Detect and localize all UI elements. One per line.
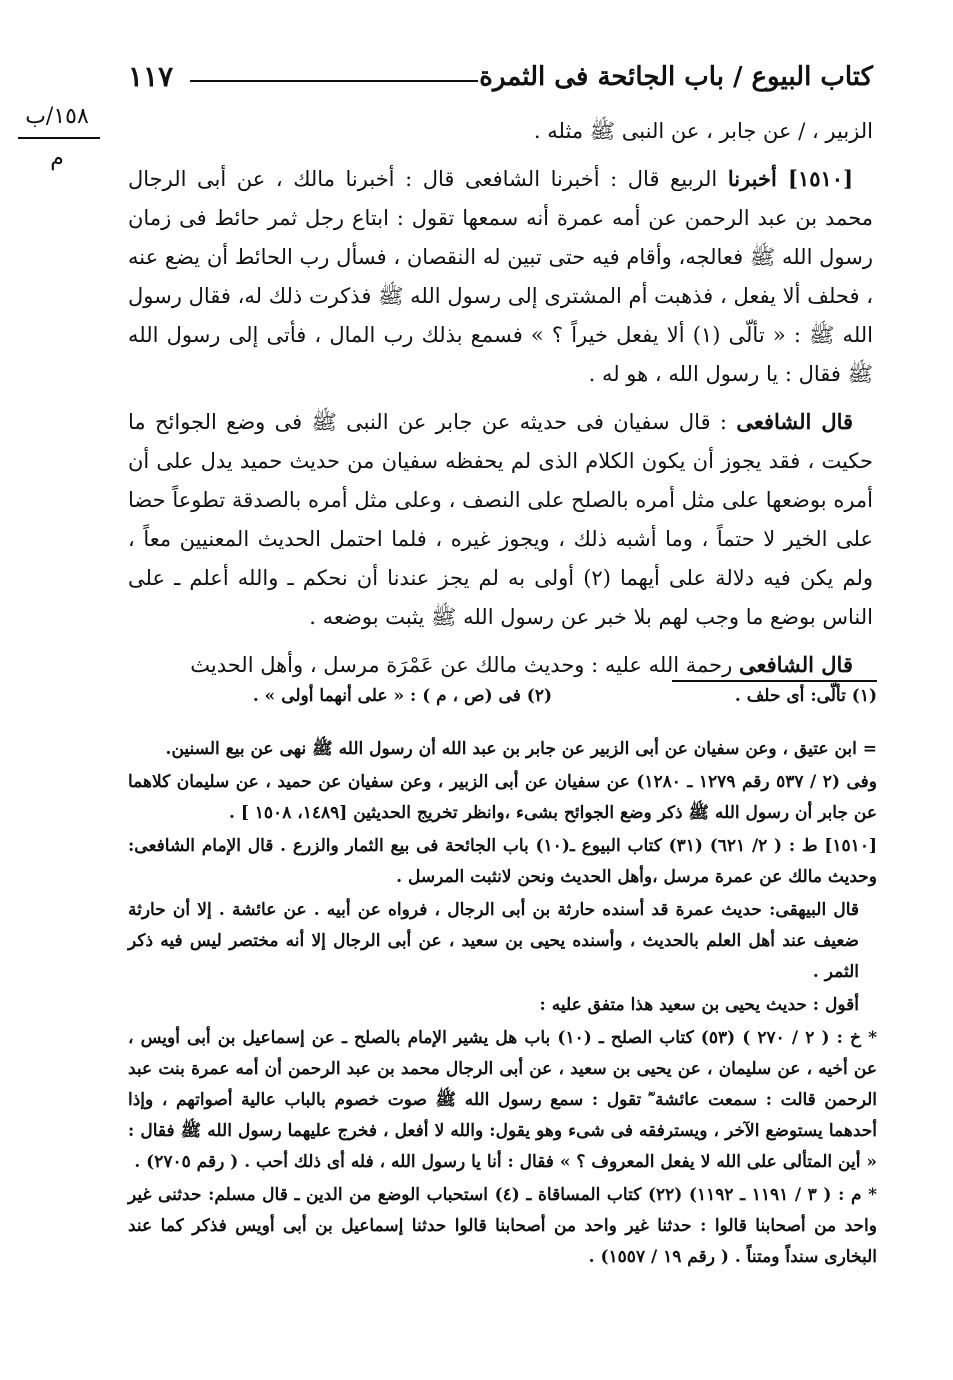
footnote-1: (١) تألّى: أى حلف . xyxy=(734,686,877,706)
comment-text: : قال سفيان فى حديثه عن جابر عن النبى ﷺ فى وضع الجوائح ما حكيت ، فقد يجوز أن يكون الكلام الذى لم يحفظه سفيان من حديث حميد يدل على أن أمره بوضعها على مثل أمره بالصلح على النصف ، وعلى مثل أمره بالصدقة تطوعاً حضا على الخير لا حتماً ، وما أشبه ذلك ، ويجوز غيره ، فلما احتمل الحديث المعنيين معاً ، ولم يكن فيه دلالة على أيهما (٢) أولى به لم يجز عندنا أن نحكم ـ والله أعلم ـ على الناس بوضع ما وجب لهم بلا خبر عن رسول الله ﷺ يثبت بوضعه . xyxy=(128,410,873,629)
note-line: أقول : حديث يحيى بن سعيد هذا متفق عليه : xyxy=(539,995,859,1015)
takhrij-notes xyxy=(128,734,877,1275)
paragraph-shafii-comment-2 xyxy=(128,645,873,685)
margin-mark: م xyxy=(50,146,64,171)
note-line: = ابن عتيق ، وعن سفيان عن أبى الزبير عن جابر بن عبد الله أن رسول الله ﷺ نهى عن بيع السنين. xyxy=(165,739,877,759)
comment-text-2: رحمة الله عليه : وحديث مالك عن عَمْرَة مرسل ، وأهل الحديث xyxy=(190,653,739,677)
note-line: * خ : ( ٢ / ٢٧٠ ) (٥٣) كتاب الصلح ـ (١٠) باب هل يشير الإمام بالصلح ـ عن إسماعيل بن أبى أويس ، عن أخيه ، عن سليمان ، عن يحيى بن سعيد ، عن أبى الرجال محمد بن عبد الرحمن أن أمه عمرة بنت عبد الرحمن قالت : سمعت عائشة ؓ تقول : سمع رسول الله ﷺ صوت خصوم بالباب عالية أصواتهم ، وإذا أحدهما يستوضع الآخر ، ويسترفقه فى شىء وهو يقول: والله لا أفعل ، فخرج عليهما رسول الله ﷺ فقال : « أين المتألى على الله لا يفعل المعروف ؟ » فقال : أنا يا رسول الله ، فله أى ذلك أحب . ( رقم ٢٧٠٥) . xyxy=(128,1028,877,1172)
footnote-rule xyxy=(672,680,877,682)
note-line: وفى (٢ / ٥٣٧ رقم ١٢٧٩ ـ ١٢٨٠) عن سفيان عن أبى الزبير ، وعن سفيان عن حميد ، عن سليمان كلاهما عن جابر أن رسول الله ﷺ ذكر وضع الجوائح بشىء ،وانظر تخريج الحديثين [١٤٨٩، ١٥٠٨ ] . xyxy=(128,772,878,823)
footnotes xyxy=(128,686,877,716)
margin-rule xyxy=(18,137,100,139)
paragraph-shafii-comment xyxy=(128,402,873,637)
margin-folio: ١٥٨/ب xyxy=(25,104,89,129)
running-title: كتاب البيوع / باب الجائحة فى الثمرة xyxy=(479,62,873,92)
page-header xyxy=(120,58,873,98)
note-line: [١٥١٠] ط : ( ٢/ ٦٢١) (٣١) كتاب البيوع ـ(١٠) باب الجائحة فى بيع الثمار والزرع . قال الإمام الشافعى: وحديث مالك عن عمرة مرسل ،وأهل الحديث ونحن لانثبت المرسل . xyxy=(128,836,877,887)
hadith-number-label: [١٥١٠] أخبرنا xyxy=(727,166,853,191)
paragraph-continuation: الزبير ، / عن جابر ، عن النبى ﷺ مثله . xyxy=(533,119,873,143)
footnote-2: (٢) فى (ص ، م ) : « على أنهما أولى » . xyxy=(252,686,552,706)
page-number: ١١٧ xyxy=(128,60,174,93)
main-text xyxy=(128,112,873,693)
note-line: قال البيهقى: حديث عمرة قد أسنده حارثة بن أبى الرجال ، فرواه عن أبيه . عن عائشة . إلا أن حارثة ضعيف عند أهل العلم بالحديث ، وأسنده يحيى بن سعيد ، عن أبى الرجال إلا أنه مختصر ليس فيه ذكر الثمر . xyxy=(128,900,859,982)
header-rule xyxy=(190,80,478,82)
speaker-label: قال الشافعى xyxy=(736,409,854,434)
speaker-label-2: قال الشافعى xyxy=(738,652,853,677)
note-line: * م : ( ٣ / ١١٩١ ـ ١١٩٢) (٢٢) كتاب المساقاة ـ (٤) استحباب الوضع من الدين ـ قال مسلم: حدثنى غير واحد من أصحابنا قالوا : حدثنا غير واحد من أصحابنا قالوا حدثنا إسماعيل بن أبى أويس فذكر كما عند البخارى سنداً ومتناً . ( رقم ١٩ / ١٥٥٧) . xyxy=(128,1185,877,1267)
hadith-text: الربيع قال : أخبرنا الشافعى قال : أخبرنا مالك ، عن أبى الرجال محمد بن عبد الرحمن عن أمه عمرة أنه سمعها تقول : ابتاع رجل ثمر حائط فى زمان رسول الله ﷺ فعالجه، وأقام فيه حتى تبين له النقصان ، فسأل رب الحائط أن يضع عنه ، فحلف ألا يفعل ، فذهبت أم المشترى إلى رسول الله ﷺ فذكرت ذلك له، فقال رسول الله ﷺ : « تألّى (١) ألا يفعل خيراً ؟ » فسمع بذلك رب المال ، فأتى إلى رسول الله ﷺ فقال : يا رسول الله ، هو له . xyxy=(128,167,874,386)
paragraph-hadith-1510 xyxy=(128,159,873,394)
